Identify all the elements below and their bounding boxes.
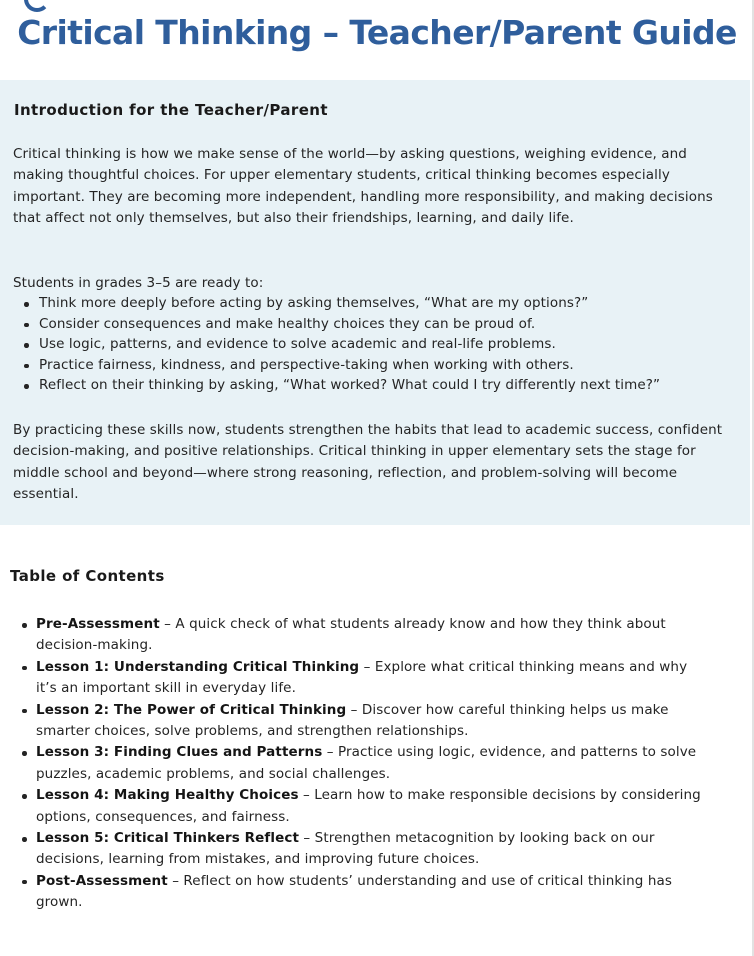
intro-heading: Introduction for the Teacher/Parent <box>14 101 328 119</box>
toc-item-title: Pre-Assessment <box>36 616 160 632</box>
toc-item <box>10 871 710 914</box>
toc-item <box>10 657 710 700</box>
toc-list <box>10 614 710 914</box>
toc-item-description: – Explore what critical thinking means and why it’s an important skill in everyday life. <box>36 658 688 697</box>
page-title: Critical Thinking – Teacher/Parent Guide <box>17 13 737 52</box>
list-item: Reflect on their thinking by asking, “What worked? What could I try differently next time?” <box>13 375 733 396</box>
toc-item-description: – A quick check of what students already know and how they think about decision-making. <box>36 616 666 654</box>
list-item: Consider consequences and make healthy choices they can be proud of. <box>13 314 733 335</box>
toc-item-description: – Strengthen metacognition by looking back on our decisions, learning from mistakes, and improving future choices. <box>36 830 655 868</box>
toc-item <box>10 614 710 657</box>
intro-paragraph: Critical thinking is how we make sense of the world—by asking questions, weighing evidence, and making thoughtful choices. For upper elementary students, critical thinking becomes especially important. They are becoming more independent, handling more responsibility, and making decisions that affect not only themselves, but also their friendships, learning, and daily life. <box>13 146 713 227</box>
list-item: Think more deeply before acting by asking themselves, “What are my options?” <box>13 293 733 314</box>
toc-item-description: – Practice using logic, evidence, and patterns to solve puzzles, academic problems, and social challenges. <box>36 744 697 782</box>
toc-item-title: Lesson 1: Understanding Critical Thinking <box>36 658 360 675</box>
toc-item-description: – Learn how to make responsible decisions by considering options, consequences, and fairness. <box>36 787 701 825</box>
toc-item-title: Lesson 3: Finding Clues and Patterns <box>36 744 323 761</box>
toc-item-title: Lesson 4: Making Healthy Choices <box>36 787 299 804</box>
toc-item <box>10 700 710 743</box>
list-item: Practice fairness, kindness, and perspective-taking when working with others. <box>13 355 733 376</box>
toc-item-description: – Reflect on how students’ understanding and use of critical thinking has grown. <box>36 872 673 911</box>
intro-paragraph: By practicing these skills now, students strengthen the habits that lead to academic success, confident decision-making, and positive relationships. Critical thinking in upper elementary sets the stage for middle school and beyond—where strong reasoning, reflection, and problem-solving will become essential. <box>13 422 723 503</box>
toc-item-title: Lesson 5: Critical Thinkers Reflect <box>36 830 300 847</box>
toc-item <box>10 742 710 785</box>
list-item: Use logic, patterns, and evidence to solve academic and real-life problems. <box>13 334 733 355</box>
intro-bullet-list <box>13 293 733 396</box>
toc-item-title: Lesson 2: The Power of Critical Thinking <box>36 701 347 718</box>
toc-item <box>10 828 710 871</box>
intro-paragraph: Students in grades 3–5 are ready to: <box>13 275 264 291</box>
toc-item-title: Post-Assessment <box>36 872 168 889</box>
toc-item-description: – Discover how careful thinking helps us make smarter choices, solve problems, and strengthen relationships. <box>36 701 669 740</box>
toc-item <box>10 785 710 828</box>
toc-heading: Table of Contents <box>10 567 165 585</box>
